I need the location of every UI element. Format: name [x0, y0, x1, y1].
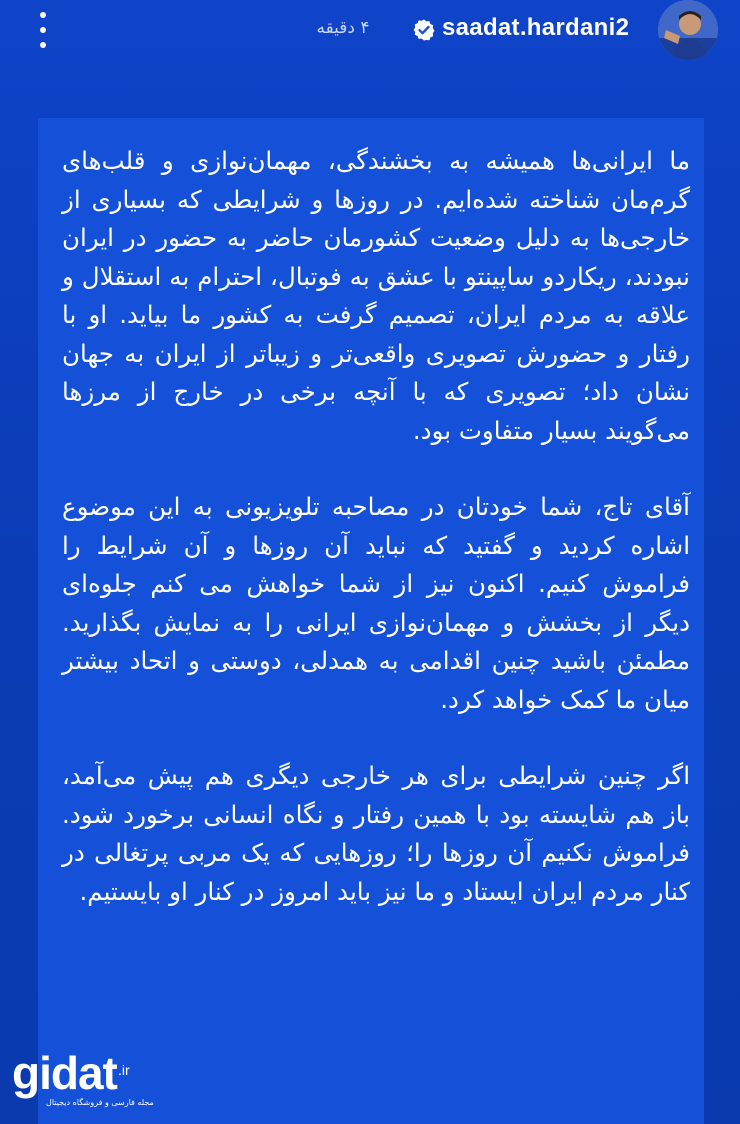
menu-dot: [40, 12, 46, 18]
paragraph-1: ما ایرانی‌ها همیشه به بخشندگی، مهمان‌نوازی و قلب‌های گرم‌مان شناخته شده‌ایم. در روزها و شرایطی که بسیاری از خارجی‌ها به دلیل وضعیت کشورمان حاضر به حضور در ایران نبودند، ریکاردو ساپینتو با عشق به فوتبال، احترام به استقلال و علاقه به مردم ایران، تصمیم گرفت به کشور ما بیاید. او با رفتار و حضورش تصویری واقعی‌تر و زیباتر از ایران به جهان نشان داد؛ تصویری که با آنچه برخی در خارج از مرزها می‌گویند بسیار متفاوت بود.: [62, 146, 690, 445]
post-text: [62, 142, 690, 949]
paragraph-2: آقای تاج، شما خودتان در مصاحبه تلویزیونی به این موضوع اشاره کردید و گفتید که نباید آن روزها و آن شرایط را فراموش کنیم. اکنون نیز از شما خواهش می کنم جلوه‌ای دیگر از بخشش و مهمان‌نوازی ایرانی را به نمایش بگذارید. مطمئن باشید چنین اقدامی به همدلی، دوستی و اتحاد بیشتر میان ما کمک خواهد کرد.: [62, 492, 690, 714]
avatar-image: [658, 0, 718, 60]
post-time: ۴ دقیقه: [316, 18, 370, 38]
verified-badge-icon: [412, 18, 436, 42]
paragraph-3: اگر چنین شرایطی برای هر خارجی دیگری هم پیش می‌آمد، باز هم شایسته بود با همین رفتار و نگاه انسانی برخورد شود. فراموش نکنیم آن روزها را؛ روزهایی که یک مربی پرتغالی در کنار مردم ایران ایستاد و ما نیز باید امروز در کنار او بایستیم.: [62, 761, 690, 906]
menu-dot: [40, 42, 46, 48]
watermark-logo: gidat: [12, 1047, 117, 1099]
watermark: [12, 1046, 162, 1112]
story-header: [0, 0, 740, 66]
username[interactable]: saadat.hardani2: [442, 14, 630, 41]
more-vertical-icon[interactable]: [36, 12, 50, 48]
watermark-tagline: مجله فارسی و فروشگاه دیجیتال: [46, 1098, 154, 1107]
avatar[interactable]: [658, 0, 718, 60]
watermark-tld: .ir: [118, 1062, 130, 1078]
menu-dot: [40, 27, 46, 33]
